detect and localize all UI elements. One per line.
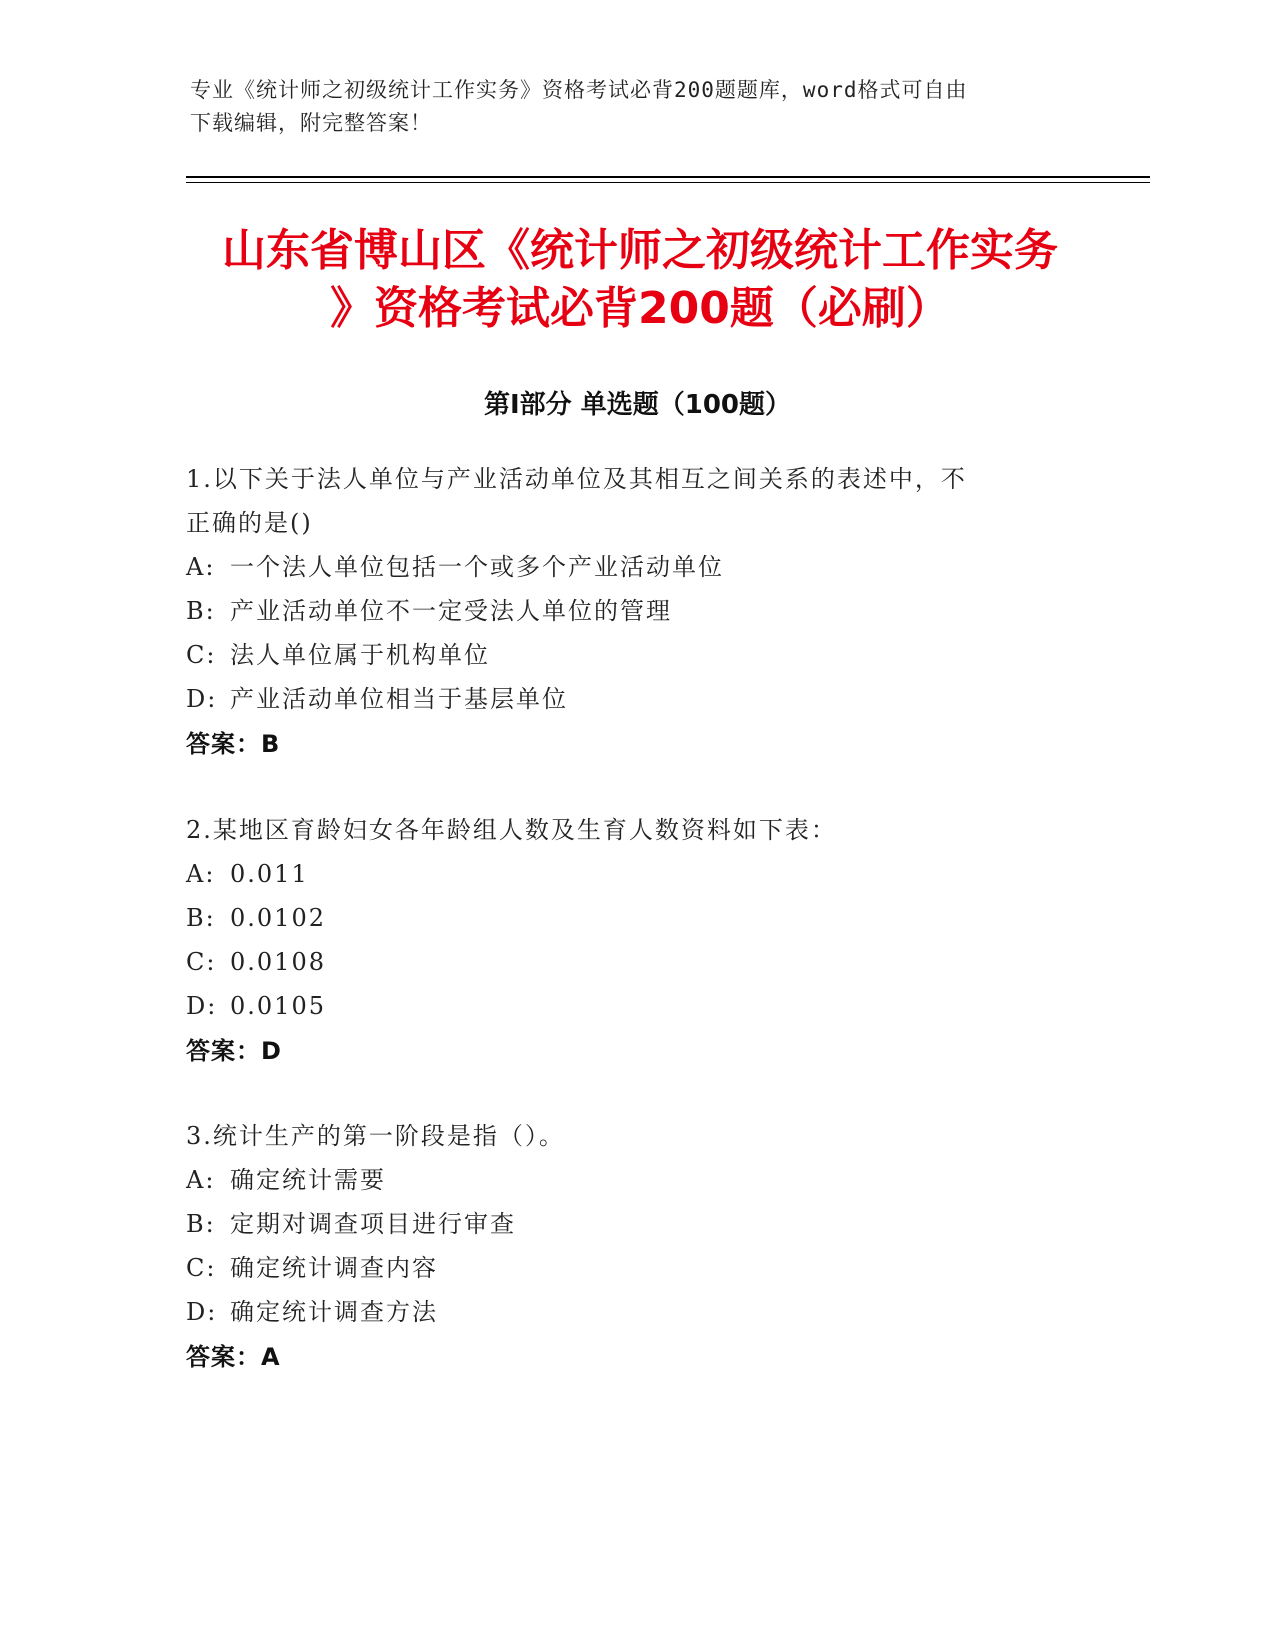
question-stem: 2.某地区育龄妇女各年龄组人数及生育人数资料如下表： bbox=[186, 816, 837, 844]
option-letter: A: bbox=[186, 1166, 216, 1194]
option-a bbox=[186, 852, 1066, 896]
option-text: 0.0108 bbox=[230, 948, 326, 976]
answer-line: 答案：A bbox=[186, 1343, 281, 1371]
option-text: 确定统计调查方法 bbox=[230, 1298, 438, 1326]
option-letter: D: bbox=[186, 685, 218, 713]
option-text: 定期对调查项目进行审查 bbox=[230, 1210, 516, 1238]
question-stem: 1.以下关于法人单位与产业活动单位及其相互之间关系的表述中，不 bbox=[186, 465, 967, 493]
document-title bbox=[160, 222, 1120, 338]
option-text: 0.0102 bbox=[230, 904, 326, 932]
option-text: 产业活动单位不一定受法人单位的管理 bbox=[230, 597, 672, 625]
option-letter: B: bbox=[186, 597, 216, 625]
option-letter: B: bbox=[186, 1210, 216, 1238]
option-text: 0.011 bbox=[230, 860, 309, 888]
header-note bbox=[190, 74, 1090, 140]
question-1 bbox=[186, 457, 1066, 767]
option-letter: C: bbox=[186, 1254, 217, 1282]
option-letter: C: bbox=[186, 948, 217, 976]
option-a bbox=[186, 1158, 1066, 1202]
option-letter: D: bbox=[186, 1298, 218, 1326]
question-2 bbox=[186, 808, 1066, 1074]
option-letter: B: bbox=[186, 904, 216, 932]
option-a bbox=[186, 545, 1066, 589]
document-title-line-2: 》资格考试必背200题（必刷） bbox=[330, 283, 950, 334]
option-text: 产业活动单位相当于基层单位 bbox=[230, 685, 568, 713]
header-note-line-2: 下载编辑，附完整答案！ bbox=[190, 111, 432, 135]
question-3 bbox=[186, 1114, 1066, 1380]
option-letter: A: bbox=[186, 553, 216, 581]
option-letter: A: bbox=[186, 860, 216, 888]
option-letter: C: bbox=[186, 641, 217, 669]
option-text: 0.0105 bbox=[230, 992, 326, 1020]
section-title: 第I部分 单选题（100题） bbox=[484, 390, 791, 420]
option-text: 一个法人单位包括一个或多个产业活动单位 bbox=[230, 553, 724, 581]
header-divider-thick bbox=[186, 176, 1150, 178]
option-c bbox=[186, 940, 1066, 984]
option-b bbox=[186, 589, 1066, 633]
document-title-line-1: 山东省博山区《统计师之初级统计工作实务 bbox=[222, 225, 1058, 276]
answer-line: 答案：B bbox=[186, 730, 281, 758]
option-b bbox=[186, 896, 1066, 940]
question-stem: 3.统计生产的第一阶段是指（）。 bbox=[186, 1122, 565, 1150]
option-letter: D: bbox=[186, 992, 218, 1020]
option-text: 法人单位属于机构单位 bbox=[230, 641, 490, 669]
option-text: 确定统计需要 bbox=[230, 1166, 386, 1194]
option-b bbox=[186, 1202, 1066, 1246]
option-text: 确定统计调查内容 bbox=[230, 1254, 438, 1282]
answer-line: 答案：D bbox=[186, 1037, 282, 1065]
option-d bbox=[186, 1290, 1066, 1334]
option-d bbox=[186, 984, 1066, 1028]
question-stem-continued: 正确的是() bbox=[186, 509, 313, 537]
option-c bbox=[186, 1246, 1066, 1290]
header-divider-thin bbox=[186, 182, 1150, 183]
option-d bbox=[186, 677, 1066, 721]
option-c bbox=[186, 633, 1066, 677]
header-note-line-1: 专业《统计师之初级统计工作实务》资格考试必背200题题库，word格式可自由 bbox=[190, 78, 968, 102]
